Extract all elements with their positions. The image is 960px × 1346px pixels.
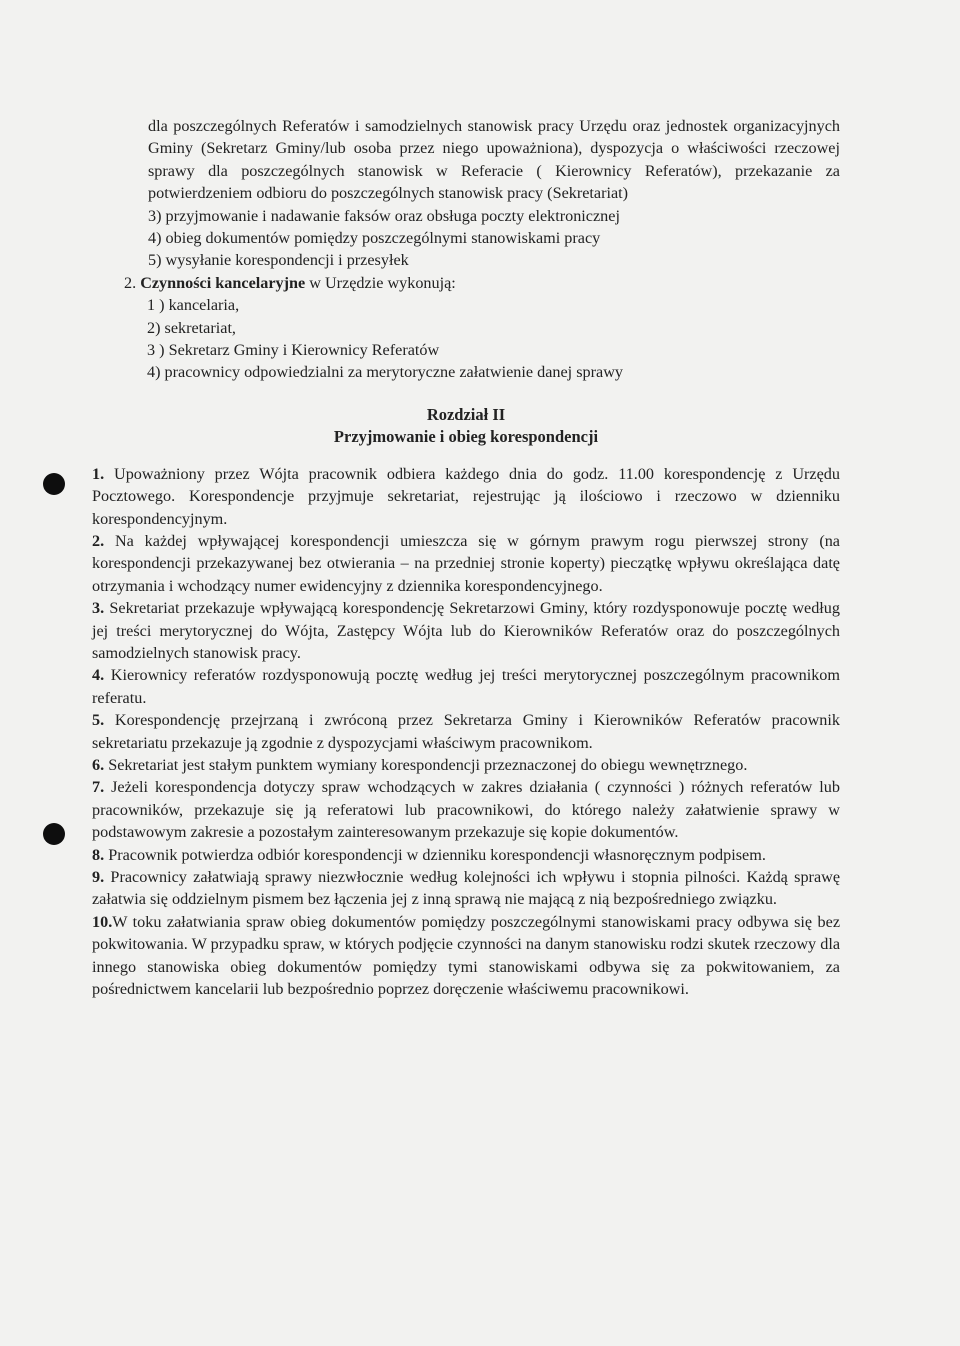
point-9	[92, 866, 840, 911]
point-text: Na każdej wpływającej korespondencji umieszcza się w górnym prawym rogu pierwszej strony (na korespondencji przekazywanej bez otwierania – na przedniej stronie koperty) pieczątkę wpływu określająca datę otrzymania i wchodzący numer ewidencyjny z dziennika korespondencyjnego.	[92, 531, 840, 595]
chapter-title: Rozdział II	[426, 404, 506, 424]
point-number: 1.	[92, 464, 105, 483]
point-text: Korespondencję przejrzaną i zwróconą przez Sekretarza Gminy i Kierowników Referatów pracownik sekretariatu przekazuje ją zgodnie z dyspozycjami właściwym pracownikom.	[92, 711, 840, 752]
point-1	[92, 463, 840, 530]
point-text: W toku załatwiania spraw obieg dokumentów pomiędzy poszczególnymi stanowiskami pracy odbywa się bez pokwitowania. W przypadku spraw, w których podjęcie czynności na danym stanowisku rodzi skutek rzeczowy dla innego stanowiska obieg dokumentów pomiędzy tymi stanowiskami odbywa się za pokwitowaniem, za pośrednictwem kancelarii lub bezpośrednio poprzez doręczenie właściwemu pracownikowi.	[92, 912, 840, 999]
point-text: Kierownicy referatów rozdysponowują pocztę według jej treści merytorycznej poszczególnym pracownikom referatu.	[92, 666, 840, 707]
section-2-item: 4) pracownicy odpowiedzialni za merytoryczne załatwienie danej sprawy	[147, 363, 623, 382]
point-text: Upoważniony przez Wójta pracownik odbiera każdego dnia do godz. 11.00 korespondencję z Urzędu Pocztowego. Korespondencje przyjmuje sekretariat, rejestrując ją ilościowo i rzeczowo w dzienniku korespondencyjnym.	[92, 464, 840, 528]
point-2	[92, 530, 840, 597]
point-number: 3.	[92, 599, 105, 618]
point-text: Sekretariat jest stałym punktem wymiany korespondencji przeznaczonej do obiegu wewnętrznego.	[104, 755, 748, 774]
point-text: Sekretariat przekazuje wpływającą korespondencję Sekretarzowi Gminy, który rozdysponowuje pocztę według jej treści merytorycznej do Wójta, Zastępcy Wójta lub do Kierowników Referatów oraz do poszczególnych samodzielnych stanowisk pracy.	[92, 599, 840, 662]
point-7	[92, 776, 840, 843]
punch-hole-top	[43, 473, 65, 495]
chapter-subtitle: Przyjmowanie i obieg korespondencji	[333, 427, 599, 447]
section-2-item: 1 ) kancelaria,	[147, 296, 240, 315]
section-2-item: 2) sekretariat,	[147, 318, 236, 337]
point-5	[92, 709, 840, 754]
section-2-item: 3 ) Sekretarz Gminy i Kierownicy Referatów	[147, 341, 440, 360]
point-number: 8.	[92, 845, 105, 864]
point-10	[92, 911, 840, 1001]
intro-item-3: 3) przyjmowanie i nadawanie faksów oraz obsługa poczty elektronicznej	[148, 206, 620, 225]
section-2-number: 2.	[124, 273, 137, 292]
point-3	[92, 597, 840, 664]
section-2-bold: Czynności kancelaryjne	[140, 273, 306, 292]
section-2-rest: w Urzędzie wykonują:	[305, 273, 456, 292]
point-text: Pracownik potwierdza odbiór korespondencji w dzienniku korespondencji własnoręcznym podpisem.	[104, 845, 766, 864]
intro-item-4: 4) obieg dokumentów pomiędzy poszczególnymi stanowiskami pracy	[148, 229, 601, 248]
point-number: 10.	[92, 912, 113, 931]
point-number: 4.	[92, 666, 105, 685]
document-body	[92, 115, 840, 1000]
point-number: 6.	[92, 755, 105, 774]
point-text: Jeżeli korespondencja dotyczy spraw wchodzących w zakres działania ( czynności ) różnych referatów lub pracowników, przekazuje się ją referatowi lub pracownikowi, do którego należy załatwienie sprawy w podstawowym zakresie a pozostałym zainteresowanym przekazuje się kopie dokumentów.	[92, 778, 840, 842]
point-6	[92, 754, 840, 776]
section-2-heading	[92, 272, 840, 294]
point-number: 9.	[92, 868, 105, 886]
intro-paragraph: dla poszczególnych Referatów i samodzielnych stanowisk pracy Urzędu oraz jednostek organizacyjnych Gminy (Sekretarz Gminy/lub osoba przez niego upoważniona), dyspozycja o właściwości rzeczowej sprawy dla poszczególnych stanowisk w Referacie ( Kierownicy Referatów), przekazanie za potwierdzeniem odbioru do poszczególnych stanowisk pracy (Sekretariat)	[148, 117, 840, 203]
point-number: 5.	[92, 711, 105, 730]
intro-item-5: 5) wysyłanie korespondencji i przesyłek	[148, 251, 409, 270]
point-8	[92, 844, 840, 866]
point-text: Pracownicy załatwiają sprawy niezwłocznie według kolejności ich wpływu i stopnia pilności. Każdą sprawę załatwia się oddzielnym pismem bez łączenia jej z inną sprawą nie mającą z nią bezpośredniego związku.	[92, 868, 840, 909]
point-number: 7.	[92, 778, 105, 797]
punch-hole-bottom	[43, 823, 65, 845]
point-number: 2.	[92, 531, 105, 550]
point-4	[92, 664, 840, 709]
